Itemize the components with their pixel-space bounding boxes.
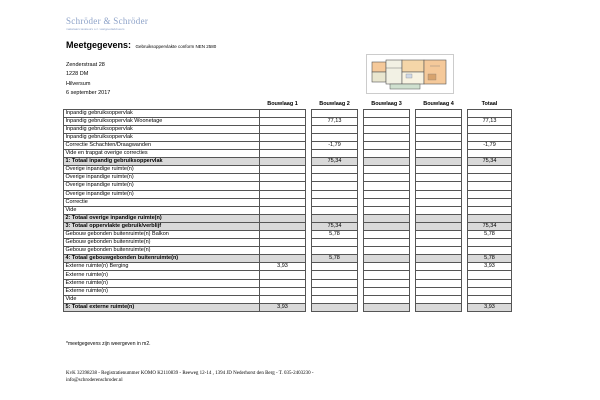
cell-bouwlaag-4 [416,263,462,271]
header-bouwlaag-3: Bouwlaag 3 [371,101,402,108]
cell-bouwlaag-2 [312,174,358,182]
table-row [64,182,512,190]
cell-bouwlaag-2: 5,78 [312,255,358,263]
cell-bouwlaag-4 [416,166,462,174]
table-row [64,198,512,206]
table-row [64,279,512,287]
table-row [64,117,512,125]
cell-bouwlaag-1 [260,133,306,141]
row-label: Gebouw gebonden buitenruimte(n) [64,239,260,247]
table-row [64,247,512,255]
table-total-row [64,214,512,222]
address-block [66,61,110,98]
cell-totaal [468,279,512,287]
cell-bouwlaag-4 [416,255,462,263]
cell-bouwlaag-3 [364,109,410,117]
cell-totaal [468,150,512,158]
cell-bouwlaag-1 [260,214,306,222]
row-label: Correctie [64,198,260,206]
table-row [64,287,512,295]
row-label: Inpandig gebruiksoppervlak [64,125,260,133]
cell-bouwlaag-4 [416,214,462,222]
cell-bouwlaag-3 [364,255,410,263]
page-subtitle: Gebruiksoppervlakte conform NEN 2580 [135,44,217,49]
address-date: 6 september 2017 [66,89,111,96]
cell-bouwlaag-2 [312,214,358,222]
cell-bouwlaag-2: 75,34 [312,158,358,166]
cell-bouwlaag-4 [416,206,462,214]
cell-bouwlaag-1 [260,239,306,247]
cell-bouwlaag-2: 75,34 [312,222,358,230]
cell-bouwlaag-4 [416,174,462,182]
cell-bouwlaag-2 [312,295,358,303]
logo-tagline: makelaars taxateurs o.z. vastgoedadviseurs [66,27,125,31]
cell-bouwlaag-1 [260,206,306,214]
table-row [64,174,512,182]
cell-bouwlaag-2 [312,279,358,287]
cell-bouwlaag-1 [260,109,306,117]
cell-bouwlaag-1 [260,271,306,279]
cell-bouwlaag-4 [416,182,462,190]
row-label: 4: Totaal gebouwgebonden buitenruimte(n) [64,255,260,263]
cell-bouwlaag-1 [260,166,306,174]
header-bouwlaag-1: Bouwlaag 1 [267,101,298,108]
header-label-empty [64,101,260,109]
cell-bouwlaag-1 [260,117,306,125]
cell-totaal [468,295,512,303]
floor-plan-thumbnail [366,54,454,94]
cell-totaal [468,182,512,190]
row-label: Externe ruimte(n) [64,287,260,295]
cell-bouwlaag-3 [364,166,410,174]
cell-bouwlaag-4 [416,239,462,247]
cell-bouwlaag-3 [364,287,410,295]
cell-bouwlaag-3 [364,158,410,166]
cell-bouwlaag-1 [260,141,306,149]
cell-bouwlaag-2: 77,13 [312,117,358,125]
footer-email: info@schroderenschroder.nl [66,378,123,383]
cell-bouwlaag-1 [260,125,306,133]
cell-totaal [468,271,512,279]
cell-bouwlaag-3 [364,190,410,198]
cell-bouwlaag-1 [260,150,306,158]
table-row [64,190,512,198]
row-label: Overige inpandige ruimte(n) [64,182,260,190]
row-label: 5: Totaal externe ruimte(n) [64,303,260,311]
cell-bouwlaag-4 [416,295,462,303]
cell-totaal [468,133,512,141]
cell-bouwlaag-1 [260,295,306,303]
table-total-row [64,303,512,311]
table-row [64,166,512,174]
cell-bouwlaag-3 [364,182,410,190]
table-header-row [64,101,512,109]
row-label: Inpandig gebruiksoppervlak Woonetage [64,117,260,125]
table-row [64,109,512,117]
address-street: Zenderstraat 28 [66,62,105,68]
table-row [64,141,512,149]
cell-totaal [468,125,512,133]
cell-bouwlaag-1 [260,247,306,255]
cell-bouwlaag-3 [364,174,410,182]
cell-bouwlaag-1 [260,182,306,190]
row-label: Externe ruimte(n) [64,279,260,287]
table-total-row [64,158,512,166]
table-total-row [64,255,512,263]
cell-bouwlaag-4 [416,125,462,133]
cell-bouwlaag-2 [312,150,358,158]
cell-bouwlaag-2: -1,79 [312,141,358,149]
table-row [64,150,512,158]
cell-bouwlaag-3 [364,239,410,247]
table-total-row [64,222,512,230]
cell-totaal: 75,34 [468,158,512,166]
cell-bouwlaag-1: 3,93 [260,263,306,271]
cell-bouwlaag-2: 5,78 [312,231,358,239]
header-totaal: Totaal [481,101,498,108]
cell-totaal: -1,79 [468,141,512,149]
cell-bouwlaag-3 [364,222,410,230]
cell-bouwlaag-4 [416,190,462,198]
cell-bouwlaag-4 [416,141,462,149]
cell-bouwlaag-1 [260,231,306,239]
cell-bouwlaag-3 [364,279,410,287]
cell-totaal: 77,13 [468,117,512,125]
cell-bouwlaag-3 [364,117,410,125]
cell-totaal [468,287,512,295]
cell-bouwlaag-2 [312,271,358,279]
table-row [64,263,512,271]
cell-bouwlaag-2 [312,109,358,117]
footnote: *meetgegevens zijn weergeven in m2. [66,341,151,347]
row-label: 1: Totaal inpandig gebruiksoppervlak [64,158,260,166]
cell-totaal [468,166,512,174]
table-row [64,133,512,141]
cell-bouwlaag-4 [416,158,462,166]
row-label: Overige inpandige ruimte(n) [64,190,260,198]
row-label: Gebouw gebonden buitenruimte(n) [64,247,260,255]
cell-bouwlaag-3 [364,271,410,279]
cell-bouwlaag-1 [260,222,306,230]
cell-bouwlaag-4 [416,247,462,255]
cell-bouwlaag-2 [312,239,358,247]
cell-bouwlaag-3 [364,141,410,149]
cell-totaal: 3,93 [468,263,512,271]
header-bouwlaag-4: Bouwlaag 4 [423,101,454,108]
cell-bouwlaag-1 [260,287,306,295]
cell-bouwlaag-2 [312,182,358,190]
cell-totaal: 3,93 [468,303,512,311]
cell-bouwlaag-2 [312,287,358,295]
cell-bouwlaag-4 [416,287,462,295]
logo-name: Schröder & Schröder [66,16,149,26]
row-label: Inpandig gebruiksoppervlak [64,109,260,117]
cell-bouwlaag-3 [364,198,410,206]
cell-totaal: 75,34 [468,222,512,230]
cell-bouwlaag-4 [416,279,462,287]
header-bouwlaag-2: Bouwlaag 2 [319,101,350,108]
cell-bouwlaag-2 [312,125,358,133]
footer-line-1: KvK 32398238 - Registratienummer KOMO K2110839 - Reeweg 12-14 , 1394 JD Nederhorst den Berg - T. 035-2403230 - [66,371,314,376]
company-logo [66,16,148,31]
cell-totaal: 5,78 [468,255,512,263]
row-label: Externe ruimte(n) Berging [64,263,260,271]
cell-bouwlaag-4 [416,271,462,279]
cell-bouwlaag-3 [364,295,410,303]
row-label: 2: Totaal overige inpandige ruimte(n) [64,214,260,222]
table-row [64,206,512,214]
cell-bouwlaag-3 [364,125,410,133]
cell-bouwlaag-1 [260,279,306,287]
table-row [64,239,512,247]
cell-bouwlaag-4 [416,109,462,117]
row-label: 3: Totaal oppervlakte gebruik/verblijf [64,222,260,230]
cell-bouwlaag-2 [312,133,358,141]
page-header [66,35,216,53]
table-row [64,295,512,303]
row-label: Vide [64,206,260,214]
page-title: Meetgegevens: [66,40,132,50]
cell-bouwlaag-2 [312,303,358,311]
cell-totaal [468,214,512,222]
table-row [64,125,512,133]
cell-bouwlaag-4 [416,303,462,311]
row-label: Vide [64,295,260,303]
cell-totaal [468,239,512,247]
cell-totaal [468,198,512,206]
cell-totaal [468,174,512,182]
cell-bouwlaag-2 [312,263,358,271]
cell-bouwlaag-1 [260,190,306,198]
address-city: Hilversum [66,80,91,87]
cell-bouwlaag-3 [364,303,410,311]
cell-bouwlaag-3 [364,214,410,222]
row-label: Correctie Schachten/Draagwanden [64,141,260,149]
cell-bouwlaag-2 [312,190,358,198]
row-label: Vide en trapgat overige correcties [64,150,260,158]
cell-bouwlaag-4 [416,222,462,230]
cell-bouwlaag-1 [260,198,306,206]
cell-bouwlaag-2 [312,206,358,214]
cell-bouwlaag-4 [416,198,462,206]
measurements-table [63,101,512,312]
cell-bouwlaag-3 [364,206,410,214]
cell-bouwlaag-1 [260,174,306,182]
cell-bouwlaag-3 [364,150,410,158]
cell-bouwlaag-3 [364,247,410,255]
cell-bouwlaag-4 [416,150,462,158]
cell-totaal [468,109,512,117]
row-label: Gebouw gebonden buitenruimte(n) Balkon [64,231,260,239]
row-label: Overige inpandige ruimte(n) [64,174,260,182]
cell-bouwlaag-3 [364,133,410,141]
address-postcode: 1228 DM [66,71,89,78]
cell-bouwlaag-1: 3,93 [260,303,306,311]
cell-bouwlaag-3 [364,263,410,271]
page-footer [66,370,314,384]
cell-bouwlaag-2 [312,166,358,174]
cell-bouwlaag-4 [416,231,462,239]
row-label: Overige inpandige ruimte(n) [64,166,260,174]
cell-totaal: 5,78 [468,231,512,239]
cell-totaal [468,247,512,255]
cell-bouwlaag-4 [416,133,462,141]
cell-totaal [468,206,512,214]
table-row [64,231,512,239]
table-row [64,271,512,279]
cell-bouwlaag-3 [364,231,410,239]
cell-bouwlaag-2 [312,198,358,206]
row-label: Inpandig gebruiksoppervlak [64,133,260,141]
cell-totaal [468,190,512,198]
cell-bouwlaag-1 [260,255,306,263]
cell-bouwlaag-2 [312,247,358,255]
cell-bouwlaag-4 [416,117,462,125]
cell-bouwlaag-1 [260,158,306,166]
row-label: Externe ruimte(n) [64,271,260,279]
